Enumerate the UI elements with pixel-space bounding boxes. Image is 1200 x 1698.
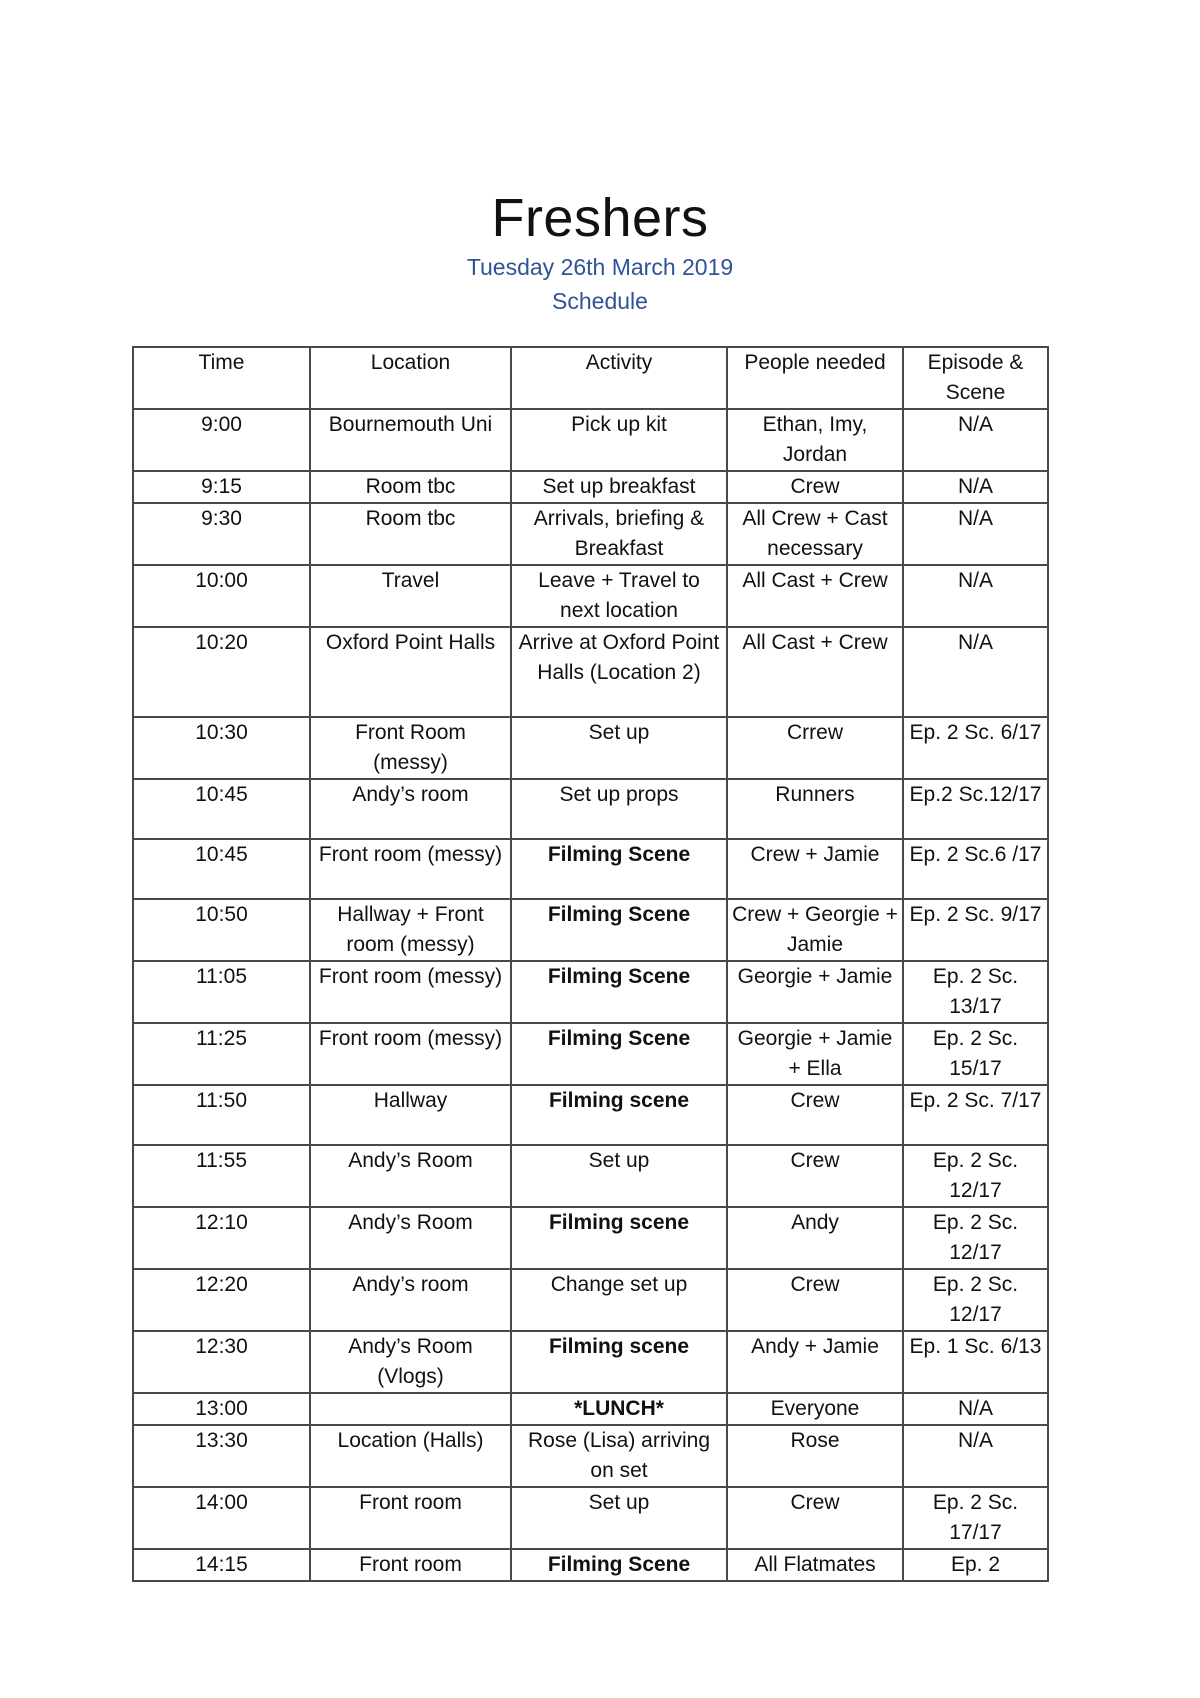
header-location: Location [310, 347, 511, 409]
cell-location: Andy’s room [310, 779, 511, 839]
cell-time: 10:45 [133, 779, 310, 839]
cell-activity: Filming Scene [511, 839, 727, 899]
cell-activity: Filming Scene [511, 961, 727, 1023]
cell-activity: Pick up kit [511, 409, 727, 471]
cell-time: 9:00 [133, 409, 310, 471]
table-row [133, 779, 1048, 839]
cell-location: Hallway + Front room (messy) [310, 899, 511, 961]
cell-location: Front Room (messy) [310, 717, 511, 779]
cell-time: 12:30 [133, 1331, 310, 1393]
cell-people: Crew [727, 1487, 903, 1549]
cell-episode: Ep. 2 Sc. 6/17 [903, 717, 1048, 779]
cell-activity: Arrive at Oxford Point Halls (Location 2) [511, 627, 727, 717]
table-row [133, 1425, 1048, 1487]
cell-episode: Ep.2 Sc.12/17 [903, 779, 1048, 839]
table-row [133, 1207, 1048, 1269]
cell-people: Crew [727, 1085, 903, 1145]
table-row [133, 503, 1048, 565]
cell-activity: Filming scene [511, 1085, 727, 1145]
cell-time: 9:15 [133, 471, 310, 503]
cell-episode: Ep. 2 Sc. 12/17 [903, 1207, 1048, 1269]
cell-activity: Arrivals, briefing & Breakfast [511, 503, 727, 565]
cell-location: Front room (messy) [310, 839, 511, 899]
cell-episode: N/A [903, 409, 1048, 471]
cell-location: Front room [310, 1487, 511, 1549]
cell-people: All Crew + Cast necessary [727, 503, 903, 565]
cell-location [310, 1393, 511, 1425]
cell-location: Room tbc [310, 503, 511, 565]
cell-activity: Set up [511, 1487, 727, 1549]
cell-time: 13:30 [133, 1425, 310, 1487]
cell-people: Crew [727, 471, 903, 503]
cell-people: All Cast + Crew [727, 565, 903, 627]
cell-time: 12:10 [133, 1207, 310, 1269]
cell-people: Runners [727, 779, 903, 839]
header-activity: Activity [511, 347, 727, 409]
header-people-needed: People needed [727, 347, 903, 409]
cell-location: Room tbc [310, 471, 511, 503]
cell-time: 12:20 [133, 1269, 310, 1331]
cell-episode: Ep. 2 Sc. 17/17 [903, 1487, 1048, 1549]
cell-time: 13:00 [133, 1393, 310, 1425]
cell-people: Rose [727, 1425, 903, 1487]
cell-time: 11:55 [133, 1145, 310, 1207]
cell-episode: N/A [903, 565, 1048, 627]
table-header-row [133, 347, 1048, 409]
cell-activity: Filming scene [511, 1207, 727, 1269]
cell-people: Andy [727, 1207, 903, 1269]
cell-activity: Change set up [511, 1269, 727, 1331]
cell-location: Hallway [310, 1085, 511, 1145]
table-row [133, 409, 1048, 471]
cell-episode: Ep. 2 Sc.6 /17 [903, 839, 1048, 899]
cell-time: 10:45 [133, 839, 310, 899]
cell-location: Front room (messy) [310, 961, 511, 1023]
cell-people: Crew + Georgie + Jamie [727, 899, 903, 961]
cell-activity: Filming Scene [511, 1549, 727, 1581]
cell-activity: Filming Scene [511, 899, 727, 961]
cell-location: Front room [310, 1549, 511, 1581]
cell-time: 11:05 [133, 961, 310, 1023]
cell-people: Crew + Jamie [727, 839, 903, 899]
cell-time: 14:15 [133, 1549, 310, 1581]
cell-location: Front room (messy) [310, 1023, 511, 1085]
cell-episode: Ep. 2 Sc. 7/17 [903, 1085, 1048, 1145]
cell-location: Travel [310, 565, 511, 627]
table-row [133, 1487, 1048, 1549]
cell-location: Andy’s Room [310, 1207, 511, 1269]
cell-activity: Set up breakfast [511, 471, 727, 503]
cell-people: Andy + Jamie [727, 1331, 903, 1393]
cell-episode: Ep. 2 [903, 1549, 1048, 1581]
cell-people: Georgie + Jamie + Ella [727, 1023, 903, 1085]
cell-people: All Flatmates [727, 1549, 903, 1581]
cell-episode: N/A [903, 503, 1048, 565]
cell-time: 10:00 [133, 565, 310, 627]
cell-people: Everyone [727, 1393, 903, 1425]
cell-activity: *LUNCH* [511, 1393, 727, 1425]
cell-episode: N/A [903, 1425, 1048, 1487]
table-row [133, 899, 1048, 961]
cell-people: All Cast + Crew [727, 627, 903, 717]
cell-people: Crew [727, 1145, 903, 1207]
table-row [133, 1023, 1048, 1085]
cell-location: Location (Halls) [310, 1425, 511, 1487]
cell-episode: Ep. 2 Sc. 12/17 [903, 1269, 1048, 1331]
cell-people: Ethan, Imy, Jordan [727, 409, 903, 471]
schedule-table [132, 346, 1049, 1582]
table-row [133, 1145, 1048, 1207]
table-row [133, 839, 1048, 899]
header-episode-scene: Episode & Scene [903, 347, 1048, 409]
cell-activity: Rose (Lisa) arriving on set [511, 1425, 727, 1487]
table-row [133, 627, 1048, 717]
document-title: Freshers [491, 188, 709, 249]
cell-location: Bournemouth Uni [310, 409, 511, 471]
cell-activity: Leave + Travel to next location [511, 565, 727, 627]
cell-people: Georgie + Jamie [727, 961, 903, 1023]
cell-time: 10:30 [133, 717, 310, 779]
cell-episode: Ep. 2 Sc. 13/17 [903, 961, 1048, 1023]
table-row [133, 565, 1048, 627]
schedule-subtitle: Schedule [552, 288, 648, 314]
cell-location: Oxford Point Halls [310, 627, 511, 717]
cell-activity: Set up [511, 717, 727, 779]
cell-time: 10:20 [133, 627, 310, 717]
table-row [133, 1393, 1048, 1425]
cell-activity: Set up props [511, 779, 727, 839]
cell-activity: Filming scene [511, 1331, 727, 1393]
table-row [133, 1269, 1048, 1331]
cell-episode: N/A [903, 471, 1048, 503]
table-row [133, 717, 1048, 779]
cell-episode: Ep. 2 Sc. 9/17 [903, 899, 1048, 961]
header-time: Time [133, 347, 310, 409]
cell-activity: Set up [511, 1145, 727, 1207]
cell-time: 10:50 [133, 899, 310, 961]
schedule-date: Tuesday 26th March 2019 [466, 254, 734, 280]
cell-time: 14:00 [133, 1487, 310, 1549]
cell-time: 11:50 [133, 1085, 310, 1145]
cell-time: 11:25 [133, 1023, 310, 1085]
table-row [133, 1085, 1048, 1145]
cell-location: Andy’s room [310, 1269, 511, 1331]
cell-episode: N/A [903, 1393, 1048, 1425]
cell-location: Andy’s Room [310, 1145, 511, 1207]
cell-episode: Ep. 1 Sc. 6/13 [903, 1331, 1048, 1393]
cell-episode: Ep. 2 Sc. 15/17 [903, 1023, 1048, 1085]
cell-episode: N/A [903, 627, 1048, 717]
cell-location: Andy’s Room (Vlogs) [310, 1331, 511, 1393]
cell-people: Crrew [727, 717, 903, 779]
cell-activity: Filming Scene [511, 1023, 727, 1085]
cell-time: 9:30 [133, 503, 310, 565]
table-row [133, 471, 1048, 503]
table-row [133, 1549, 1048, 1581]
cell-episode: Ep. 2 Sc. 12/17 [903, 1145, 1048, 1207]
cell-people: Crew [727, 1269, 903, 1331]
table-row [133, 961, 1048, 1023]
table-row [133, 1331, 1048, 1393]
